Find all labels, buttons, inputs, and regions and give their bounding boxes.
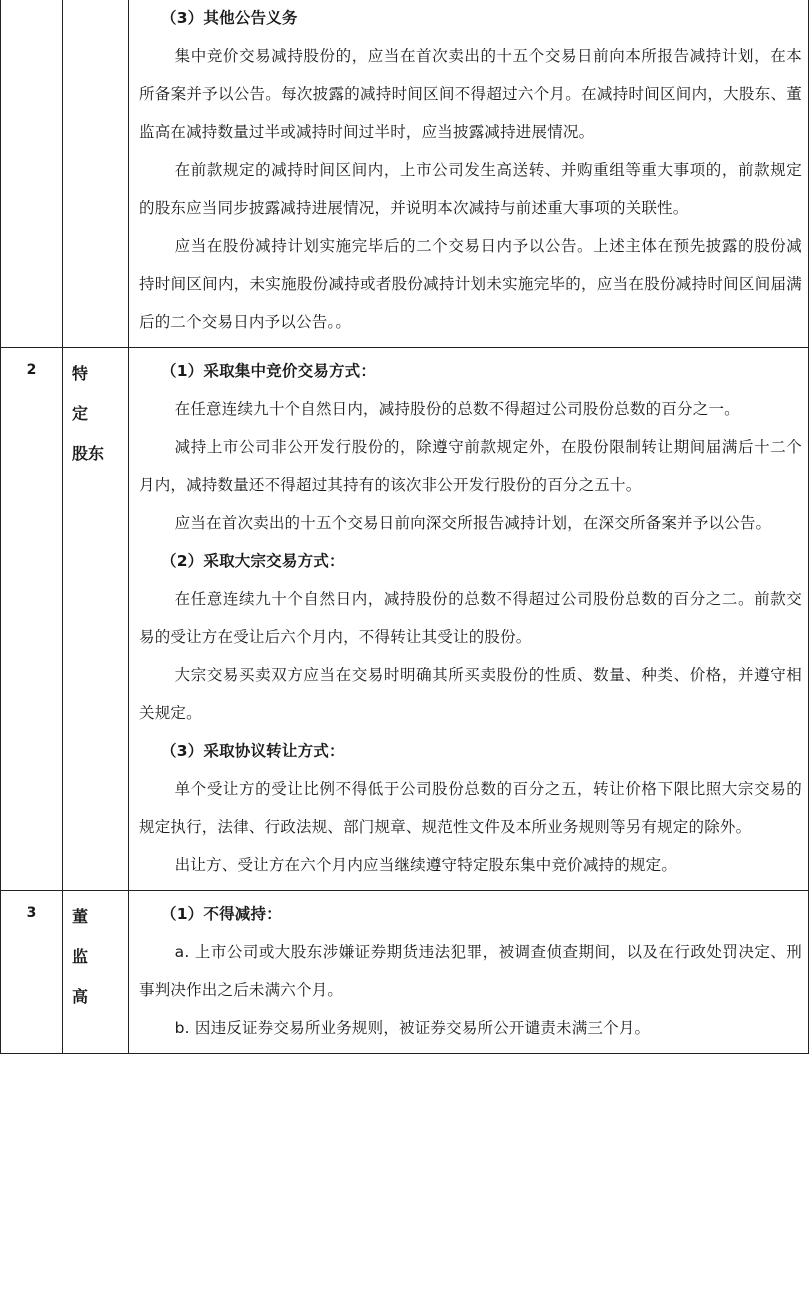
paragraph: 在任意连续九十个自然日内，减持股份的总数不得超过公司股份总数的百分之一。: [174, 400, 740, 418]
row-content-cell: [129, 0, 809, 348]
row-number-cell: 2: [1, 348, 63, 891]
section-heading: （1）采取集中竞价交易方式：: [161, 362, 377, 380]
paragraph: 减持上市公司非公开发行股份的，除遵守前款规定外，在股份限制转让期间届满后十二个月内，减持数量还不得超过其持有的该次非公开发行股份的百分之五十。: [139, 438, 802, 494]
paragraph: b. 因违反证券交易所业务规则，被证券交易所公开谴责未满三个月。: [174, 1019, 651, 1037]
subject-line: 董 监: [72, 907, 99, 966]
row-subject-cell: [63, 891, 129, 1054]
paragraph: 单个受让方的受让比例不得低于公司股份总数的百分之五，转让价格下限比照大宗交易的规定执行，法律、行政法规、部门规章、规范性文件及本所业务规则等另有规定的除外。: [139, 780, 802, 836]
table-row: [1, 891, 809, 1054]
row-number-cell: [1, 0, 63, 348]
section-heading: （2）采取大宗交易方式：: [161, 552, 345, 570]
table-row: [1, 348, 809, 891]
row-number-cell: 3: [1, 891, 63, 1054]
subject-line: 股东: [72, 444, 105, 463]
paragraph: 应当在股份减持计划实施完毕后的二个交易日内予以公告。上述主体在预先披露的股份减持时间区间内，未实施股份减持或者股份减持计划未实施完毕的，应当在股份减持时间区间届满后的二个交易日内予以公告。。: [139, 237, 802, 331]
paragraph: 在前款规定的减持时间区间内，上市公司发生高送转、并购重组等重大事项的，前款规定的股东应当同步披露减持进展情况，并说明本次减持与前述重大事项的关联性。: [139, 161, 802, 217]
row-subject-cell: [63, 348, 129, 891]
paragraph: 大宗交易买卖双方应当在交易时明确其所买卖股份的性质、数量、种类、价格，并遵守相关规定。: [139, 666, 802, 722]
row-content-cell: [129, 348, 809, 891]
paragraph: 出让方、受让方在六个月内应当继续遵守特定股东集中竞价减持的规定。: [174, 856, 678, 874]
section-heading: （3）其他公告义务: [161, 9, 298, 27]
table-row: [1, 0, 809, 348]
section-heading: （3）采取协议转让方式：: [161, 742, 345, 760]
subject-line: 特 定: [72, 364, 99, 423]
paragraph: 集中竞价交易减持股份的，应当在首次卖出的十五个交易日前向本所报告减持计划，在本所备案并予以公告。每次披露的减持时间区间不得超过六个月。在减持时间区间内，大股东、董监高在减持数量过半或减持时间过半时，应当披露减持进展情况。: [139, 47, 802, 141]
row-subject-cell: [63, 0, 129, 348]
subject-line: 高: [72, 987, 89, 1006]
section-heading: （1）不得减持：: [161, 905, 282, 923]
paragraph: 应当在首次卖出的十五个交易日前向深交所报告减持计划，在深交所备案并予以公告。: [174, 514, 772, 532]
paragraph: 在任意连续九十个自然日内，减持股份的总数不得超过公司股份总数的百分之二。前款交易的受让方在受让后六个月内，不得转让其受让的股份。: [139, 590, 802, 646]
paragraph: a. 上市公司或大股东涉嫌证券期货违法犯罪，被调查侦查期间，以及在行政处罚决定、刑事判决作出之后未满六个月。: [139, 943, 802, 999]
row-content-cell: [129, 891, 809, 1054]
